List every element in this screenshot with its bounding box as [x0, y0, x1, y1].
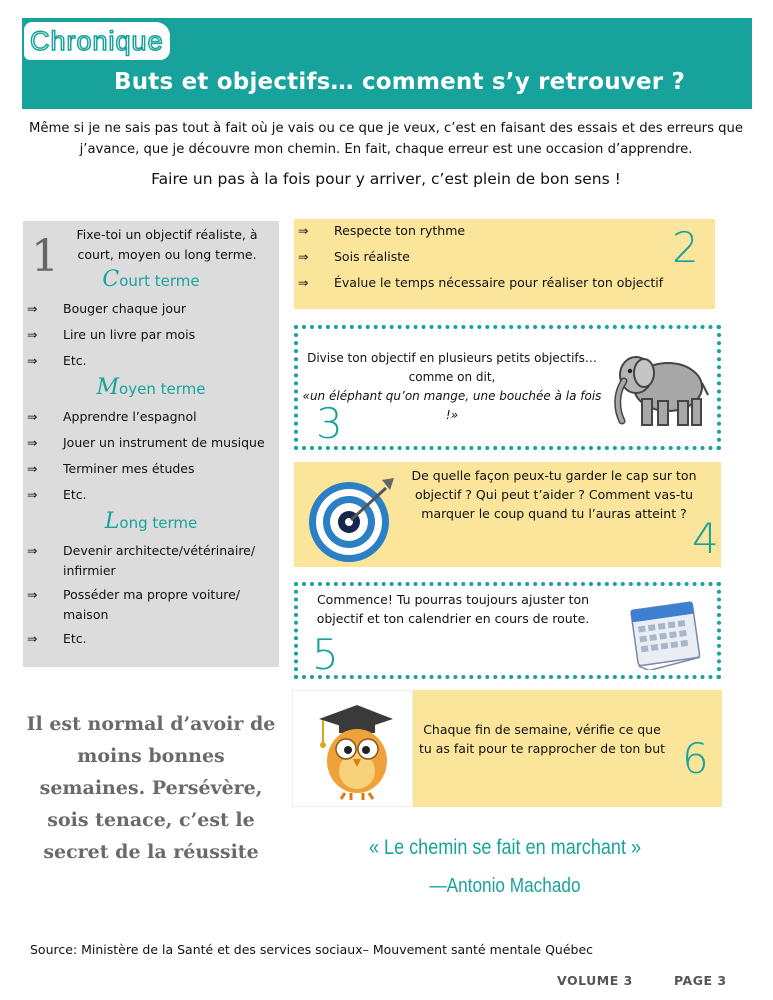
- step-2-box: [294, 219, 715, 309]
- list-item: ⇒ Devenir architecte/vétérinaire/ infirmier: [27, 543, 256, 578]
- step-4-text: De quelle façon peux-tu garder le cap sur ton objectif ? Qui peut t’aider ? Comment vas-tu marquer le coup quand tu l’auras atteint ?: [411, 468, 697, 521]
- intro-paragraph: Même si je ne sais pas tout à fait où je vais ou ce que je veux, c’est en faisant des essais et des erreurs que j’avance, que je découvre mon chemin. En fait, chaque erreur est une occasion d’apprendre.: [29, 121, 743, 157]
- list-item: ⇒ Etc.: [27, 353, 87, 368]
- step-5-text: Commence! Tu pourras toujours ajuster ton objectif et ton calendrier en cours de route.: [316, 592, 590, 626]
- target-icon: [304, 470, 399, 565]
- list-item: ⇒ Posséder ma propre voiture/ maison: [27, 587, 241, 622]
- owl-graduate-icon: [311, 697, 397, 802]
- step-3-box: [294, 325, 721, 450]
- list-item: ⇒ Respecte ton rythme: [298, 223, 466, 238]
- quote-author: —Antonio Machado: [429, 875, 581, 897]
- list-item: ⇒ Bouger chaque jour: [27, 301, 187, 316]
- step-number-5: 5: [312, 630, 339, 679]
- short-term-heading: Court terme: [102, 267, 200, 292]
- step-4-box: [294, 462, 721, 567]
- source-line: Source: Ministère de la Santé et des services sociaux– Mouvement santé mentale Québec: [30, 942, 594, 957]
- step-number-1: 1: [31, 231, 59, 282]
- step-6-text: Chaque fin de semaine, vérifie ce que tu as fait pour te rapprocher de ton but: [418, 722, 666, 756]
- header-banner: [22, 18, 752, 109]
- step-1-panel: [23, 221, 279, 667]
- step-5-box: [294, 582, 721, 679]
- list-item: ⇒ Etc.: [27, 487, 87, 502]
- step-6-box: [292, 690, 722, 807]
- step-number-3: 3: [316, 399, 343, 448]
- page-label: PAGE 3: [674, 973, 727, 988]
- medium-term-heading: Moyen terme: [96, 375, 206, 400]
- long-term-heading: Long terme: [104, 509, 198, 534]
- list-item: ⇒ Apprendre l’espagnol: [27, 409, 197, 424]
- encouragement-text: Il est normal d’avoir de moins bonnes semaines. Persévère, sois tenace, c’est le secret de la réussite: [26, 713, 276, 863]
- list-item: ⇒ Etc.: [27, 631, 87, 646]
- volume-label: VOLUME 3: [557, 973, 633, 988]
- calendar-icon: [624, 592, 704, 670]
- page-title: Buts et objectifs… comment s’y retrouver ?: [114, 69, 686, 95]
- list-item: ⇒ Sois réaliste: [298, 249, 410, 264]
- list-item: ⇒ Terminer mes études: [27, 461, 195, 476]
- list-item: ⇒ Évalue le temps nécessaire pour réaliser ton objectif: [298, 275, 664, 290]
- step-1-text: Fixe-toi un objectif réaliste, à court, moyen ou long terme.: [76, 227, 258, 262]
- section-label: Chronique: [24, 22, 170, 60]
- step-3-text: Divise ton objectif en plusieurs petits objectifs… comme on dit, «un éléphant qu’on mange, une bouchée à la fois !»: [302, 351, 602, 422]
- step-number-6: 6: [682, 734, 709, 783]
- owl-image-frame: [292, 690, 413, 807]
- elephant-icon: [610, 343, 710, 433]
- step-number-4: 4: [692, 514, 719, 563]
- lead-sentence: Faire un pas à la fois pour y arriver, c’est plein de bon sens !: [151, 170, 621, 188]
- list-item: ⇒ Jouer un instrument de musique: [27, 435, 265, 450]
- list-item: ⇒ Lire un livre par mois: [27, 327, 196, 342]
- quote-text: « Le chemin se fait en marchant »: [368, 836, 642, 859]
- step-number-2: 2: [672, 223, 699, 272]
